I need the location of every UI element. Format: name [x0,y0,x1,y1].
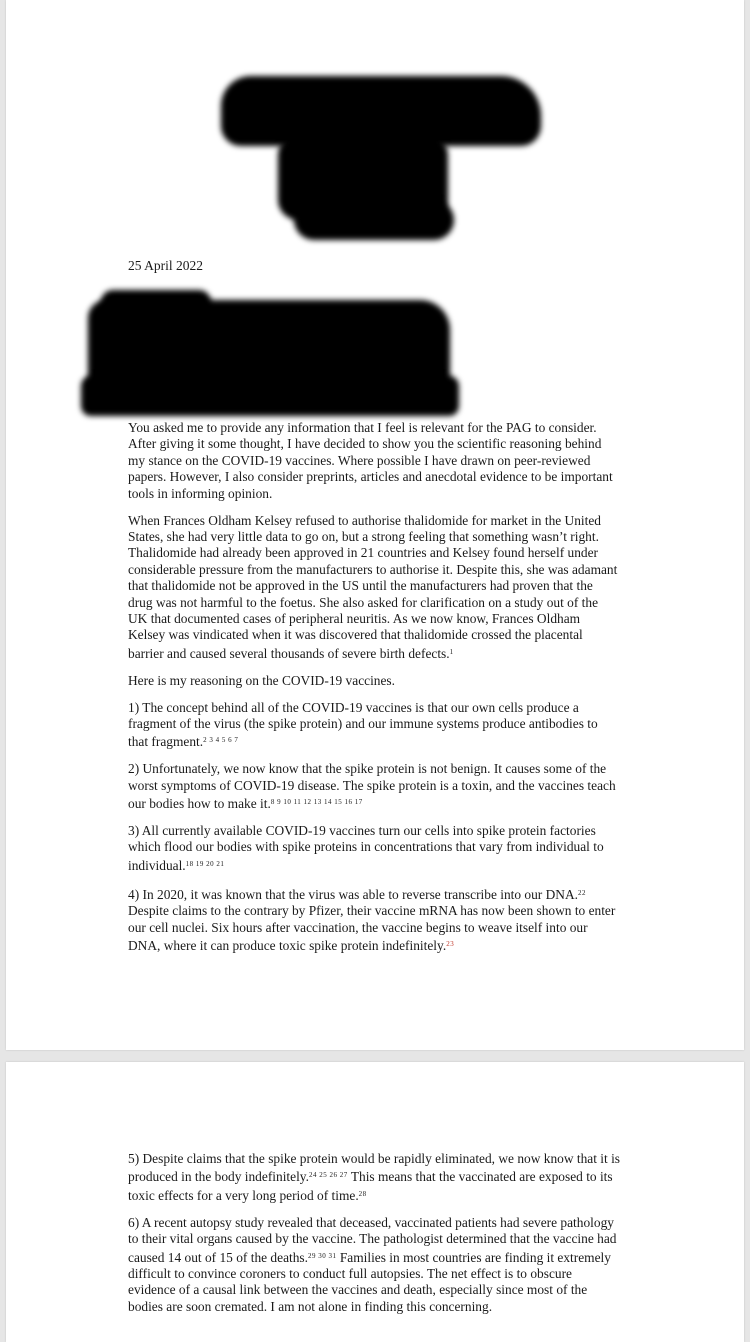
letter-date: 25 April 2022 [128,258,204,273]
paragraph-reasoning-intro: Here is my reasoning on the COVID-19 vaccines. [128,672,395,688]
footnote-refs-highlighted: 23 [446,939,455,948]
letter-body-page-1 [128,420,620,965]
footnote-refs: 8 9 10 11 12 13 14 15 16 17 [270,798,363,807]
paragraph-kelsey: When Frances Oldham Kelsey refused to authorise thalidomide for market in the United States, she had very little data to go on, but a strong feeling that something wasn’t right. Thalidomide had already been approved in 21 countries and Kelsey found herself under considerable pressure from the manufacturers to authorise it. Despite this, she was adamant that thalidomide not be approved in the US until the manufacturers had proven that the drug was not harmful to the foetus. She also asked for clarification on a study out of the UK that documented cases of peripheral neuritis. As we now know, Frances Oldham Kelsey was vindicated when it was discovered that thalidomide crossed the placental barrier and caused several thousands of severe birth defects.$^1$ [128,512,618,661]
footnote-refs: 18 19 20 21 [185,859,225,868]
letter-page-2 [6,1062,744,1342]
paragraph-point-5: 5) Despite claims that the spike protein would be rapidly eliminated, we now know that it is produced in the body indefinitely.$^{24 25 26 27}$ This means that the vaccinated are exposed to its toxic effects for a very long period of time.$^{28}$ [128,1151,621,1203]
paragraph-intro: You asked me to provide any information that I feel is relevant for the PAG to consider. After giving it some thought, I have decided to show you the scientific reasoning behind my stance on the COVID-19 vaccines. Where possible I have drawn on peer-reviewed papers. However, I also consider preprints, articles and anecdotal evidence to be important tools in informing opinion. [128,420,613,501]
footnote-refs: 2 3 4 5 6 7 [203,736,239,745]
footnote-ref: 1 [449,647,454,656]
footnote-refs: 28 [358,1189,367,1198]
redaction-recipient-bottom [81,376,459,416]
paragraph-point-6: 6) A recent autopsy study revealed that deceased, vaccinated patients had severe pathology to their vital organs caused by the vaccine. The pathologist determined that the vaccine had caused 14 out of 15 of the deaths.$^{29 30 31}$ Families in most countries are finding it extremely difficult to convince coroners to conduct full autopsies. The net effect is to obscure evidence of a causal link between the vaccines and death, especially since most of the bodies are soon cremated. I am not alone in finding this concerning. [128,1214,617,1314]
footnote-refs: 29 30 31 [307,1251,337,1260]
redaction-header-bottom [294,200,454,240]
paragraph-point-4: 4) In 2020, it was known that the virus was able to reverse transcribe into our DNA.$^{22}$ Despite claims to the contrary by Pfizer, their vaccine mRNA has now been shown to enter our cell nuclei. Six hours after vaccination, the vaccine begins to weave itself into our DNA, where it can produce toxic spike protein indefinitely.$^{23}$ [128,886,616,953]
paragraph-point-1: 1) The concept behind all of the COVID-19 vaccines is that our own cells produce a fragment of the virus (the spike protein) and our immune systems produce antibodies to that fragment.$^{2 3 4 5 6 7}$ [128,699,598,750]
footnote-refs: 22 [577,888,586,897]
footnote-refs: 24 25 26 27 [308,1171,348,1180]
paragraph-point-3: 3) All currently available COVID-19 vaccines turn our cells into spike protein factories which flood our bodies with spike proteins in concentrations that vary from individual to individual.$^{18 19 20 21}$ [128,823,604,873]
letter-page-1 [6,0,744,1050]
paragraph-point-2: 2) Unfortunately, we now know that the spike protein is not benign. It causes some of the worst symptoms of COVID-19 disease. The spike protein is a toxin, and the vaccines teach our bodies how to make it.$^{8 9 10 11 12 13 14 15 16 17}$ [128,761,616,812]
letter-body-page-2 [128,1151,620,1326]
